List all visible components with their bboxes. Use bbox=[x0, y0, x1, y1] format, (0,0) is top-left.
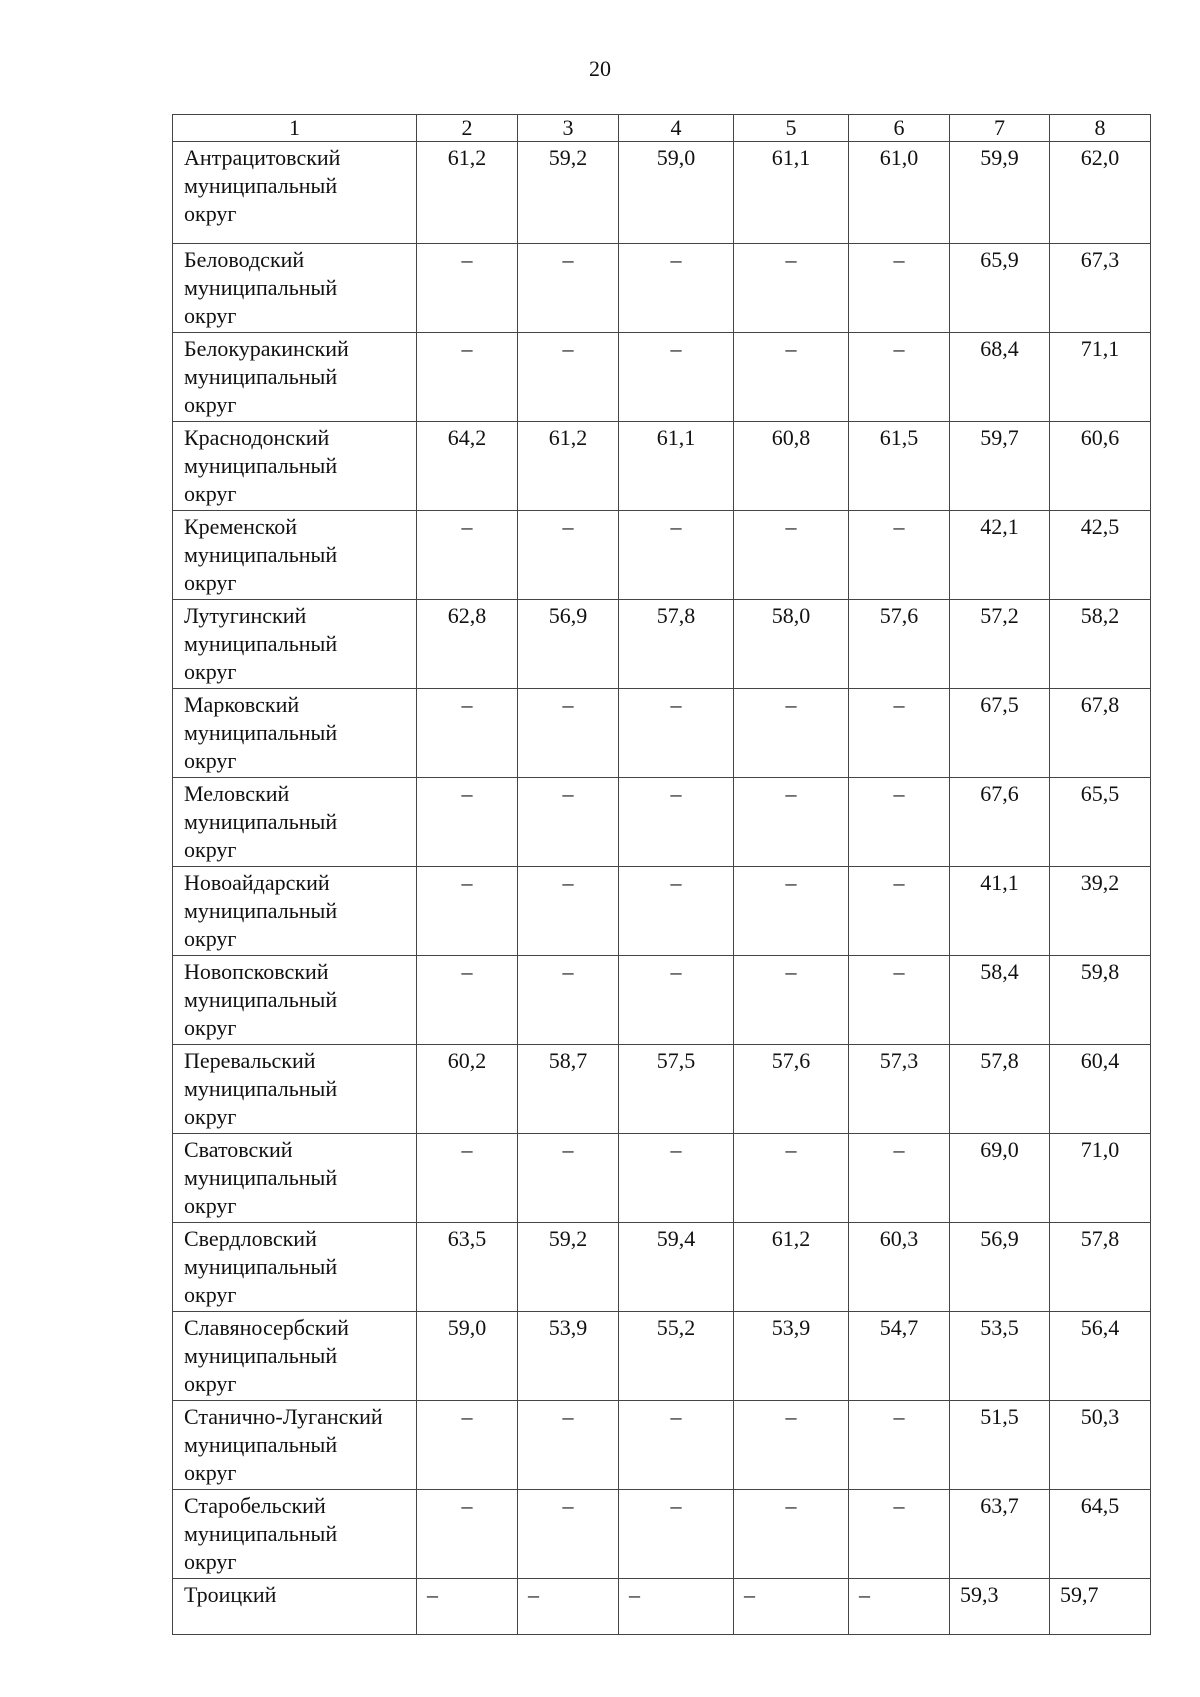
value-cell: 59,2 bbox=[518, 1223, 619, 1312]
header-row bbox=[173, 115, 1151, 142]
district-name-line: Белокуракинский bbox=[184, 336, 349, 361]
header-cell: 7 bbox=[950, 115, 1050, 142]
value-cell: – bbox=[518, 956, 619, 1045]
value-cell: – bbox=[417, 511, 518, 600]
value-cell: 61,2 bbox=[417, 142, 518, 244]
value-cell: 53,9 bbox=[734, 1312, 849, 1401]
value-cell: 60,6 bbox=[1050, 422, 1151, 511]
value-cell: – bbox=[518, 778, 619, 867]
district-name-line: округ bbox=[184, 926, 237, 951]
value-cell: 42,1 bbox=[950, 511, 1050, 600]
value-cell: – bbox=[417, 956, 518, 1045]
value-cell: – bbox=[734, 333, 849, 422]
district-name-line: муниципальный bbox=[184, 631, 338, 656]
value-cell: 63,5 bbox=[417, 1223, 518, 1312]
table-row bbox=[173, 511, 1151, 600]
data-table bbox=[172, 114, 1151, 1635]
table-row bbox=[173, 867, 1151, 956]
header-cell: 1 bbox=[173, 115, 417, 142]
value-cell: 53,5 bbox=[950, 1312, 1050, 1401]
district-name-cell bbox=[173, 422, 417, 511]
value-cell: 61,5 bbox=[849, 422, 950, 511]
district-name-cell bbox=[173, 142, 417, 244]
value-cell: – bbox=[417, 1579, 518, 1635]
value-cell: 59,0 bbox=[417, 1312, 518, 1401]
value-cell: 59,2 bbox=[518, 142, 619, 244]
table-row bbox=[173, 1579, 1151, 1635]
district-name-line: Старобельский bbox=[184, 1493, 326, 1518]
district-name-line: округ bbox=[184, 303, 237, 328]
value-cell: 57,8 bbox=[619, 600, 734, 689]
value-cell: 58,2 bbox=[1050, 600, 1151, 689]
value-cell: – bbox=[518, 333, 619, 422]
table-row bbox=[173, 1223, 1151, 1312]
district-name-line: муниципальный bbox=[184, 809, 338, 834]
district-name-line: муниципальный bbox=[184, 987, 338, 1012]
value-cell: – bbox=[417, 1401, 518, 1490]
value-cell: 64,2 bbox=[417, 422, 518, 511]
value-cell: – bbox=[734, 956, 849, 1045]
value-cell: – bbox=[734, 244, 849, 333]
district-name-cell bbox=[173, 1045, 417, 1134]
district-name-line: округ bbox=[184, 201, 237, 226]
value-cell: – bbox=[849, 333, 950, 422]
value-cell: 59,7 bbox=[950, 422, 1050, 511]
district-name-line: муниципальный bbox=[184, 720, 338, 745]
value-cell: – bbox=[619, 333, 734, 422]
value-cell: 59,8 bbox=[1050, 956, 1151, 1045]
district-name-line: округ bbox=[184, 1193, 237, 1218]
value-cell: – bbox=[849, 956, 950, 1045]
district-name-line: муниципальный bbox=[184, 1521, 338, 1546]
header-cell: 8 bbox=[1050, 115, 1151, 142]
table-row bbox=[173, 1401, 1151, 1490]
value-cell: 56,4 bbox=[1050, 1312, 1151, 1401]
value-cell: 58,4 bbox=[950, 956, 1050, 1045]
district-name-cell bbox=[173, 1490, 417, 1579]
district-name-cell bbox=[173, 956, 417, 1045]
value-cell: – bbox=[619, 689, 734, 778]
header-cell: 2 bbox=[417, 115, 518, 142]
district-name-line: округ bbox=[184, 1371, 237, 1396]
district-name-cell bbox=[173, 333, 417, 422]
district-name-line: муниципальный bbox=[184, 1076, 338, 1101]
value-cell: – bbox=[849, 867, 950, 956]
value-cell: 59,7 bbox=[1050, 1579, 1151, 1635]
value-cell: – bbox=[849, 1579, 950, 1635]
value-cell: – bbox=[619, 1134, 734, 1223]
value-cell: – bbox=[619, 244, 734, 333]
value-cell: 62,8 bbox=[417, 600, 518, 689]
district-name-line: муниципальный bbox=[184, 542, 338, 567]
value-cell: – bbox=[518, 867, 619, 956]
table-row bbox=[173, 689, 1151, 778]
value-cell: – bbox=[417, 1490, 518, 1579]
value-cell: 57,3 bbox=[849, 1045, 950, 1134]
district-name-line: Новопсковский bbox=[184, 959, 329, 984]
value-cell: – bbox=[518, 511, 619, 600]
district-name-line: округ bbox=[184, 748, 237, 773]
district-name-line: Кременской bbox=[184, 514, 298, 539]
value-cell: – bbox=[619, 511, 734, 600]
table-row bbox=[173, 956, 1151, 1045]
value-cell: – bbox=[849, 1134, 950, 1223]
value-cell: 58,7 bbox=[518, 1045, 619, 1134]
header-cell: 6 bbox=[849, 115, 950, 142]
value-cell: – bbox=[417, 244, 518, 333]
value-cell: – bbox=[417, 689, 518, 778]
value-cell: – bbox=[734, 778, 849, 867]
value-cell: 57,6 bbox=[734, 1045, 849, 1134]
value-cell: 61,0 bbox=[849, 142, 950, 244]
district-name-cell bbox=[173, 867, 417, 956]
value-cell: 57,8 bbox=[950, 1045, 1050, 1134]
value-cell: – bbox=[734, 1134, 849, 1223]
value-cell: 61,1 bbox=[619, 422, 734, 511]
value-cell: 67,5 bbox=[950, 689, 1050, 778]
value-cell: – bbox=[518, 689, 619, 778]
value-cell: 50,3 bbox=[1050, 1401, 1151, 1490]
district-name-cell bbox=[173, 600, 417, 689]
value-cell: – bbox=[518, 1490, 619, 1579]
value-cell: 71,0 bbox=[1050, 1134, 1151, 1223]
table-row bbox=[173, 142, 1151, 244]
value-cell: 51,5 bbox=[950, 1401, 1050, 1490]
district-name-cell bbox=[173, 1223, 417, 1312]
value-cell: – bbox=[619, 1490, 734, 1579]
district-name-line: муниципальный bbox=[184, 1165, 338, 1190]
value-cell: – bbox=[518, 244, 619, 333]
value-cell: 57,6 bbox=[849, 600, 950, 689]
district-name-line: Троицкий bbox=[184, 1582, 277, 1607]
district-name-line: округ bbox=[184, 659, 237, 684]
table-row bbox=[173, 1312, 1151, 1401]
district-name-line: Перевальский bbox=[184, 1048, 316, 1073]
district-name-line: Антрацитовский bbox=[184, 145, 341, 170]
district-name-cell bbox=[173, 1401, 417, 1490]
value-cell: – bbox=[417, 1134, 518, 1223]
value-cell: 57,8 bbox=[1050, 1223, 1151, 1312]
district-name-line: округ bbox=[184, 1282, 237, 1307]
district-name-line: Лутугинский bbox=[184, 603, 307, 628]
value-cell: 60,4 bbox=[1050, 1045, 1151, 1134]
value-cell: – bbox=[518, 1401, 619, 1490]
value-cell: – bbox=[619, 1579, 734, 1635]
value-cell: 42,5 bbox=[1050, 511, 1151, 600]
district-name-line: округ bbox=[184, 1549, 237, 1574]
table-row bbox=[173, 422, 1151, 511]
value-cell: – bbox=[849, 1490, 950, 1579]
district-name-line: муниципальный bbox=[184, 453, 338, 478]
table-row bbox=[173, 1134, 1151, 1223]
value-cell: – bbox=[518, 1579, 619, 1635]
header-cell: 4 bbox=[619, 115, 734, 142]
district-name-line: муниципальный bbox=[184, 173, 338, 198]
value-cell: – bbox=[619, 778, 734, 867]
value-cell: 60,2 bbox=[417, 1045, 518, 1134]
value-cell: – bbox=[849, 778, 950, 867]
value-cell: 61,2 bbox=[518, 422, 619, 511]
value-cell: 67,6 bbox=[950, 778, 1050, 867]
value-cell: 39,2 bbox=[1050, 867, 1151, 956]
page-number: 20 bbox=[589, 56, 611, 81]
value-cell: 56,9 bbox=[950, 1223, 1050, 1312]
value-cell: – bbox=[417, 867, 518, 956]
value-cell: – bbox=[619, 1401, 734, 1490]
district-name-line: округ bbox=[184, 1104, 237, 1129]
value-cell: 67,3 bbox=[1050, 244, 1151, 333]
value-cell: 62,0 bbox=[1050, 142, 1151, 244]
district-name-line: Станично-Луганский bbox=[184, 1404, 383, 1429]
value-cell: – bbox=[417, 778, 518, 867]
district-name-line: Меловский bbox=[184, 781, 290, 806]
value-cell: 53,9 bbox=[518, 1312, 619, 1401]
value-cell: 60,3 bbox=[849, 1223, 950, 1312]
table-row bbox=[173, 1045, 1151, 1134]
value-cell: 59,3 bbox=[950, 1579, 1050, 1635]
value-cell: 54,7 bbox=[849, 1312, 950, 1401]
district-name-line: округ bbox=[184, 1460, 237, 1485]
value-cell: – bbox=[734, 689, 849, 778]
value-cell: 63,7 bbox=[950, 1490, 1050, 1579]
value-cell: – bbox=[417, 333, 518, 422]
value-cell: 59,4 bbox=[619, 1223, 734, 1312]
district-name-line: округ bbox=[184, 570, 237, 595]
value-cell: 55,2 bbox=[619, 1312, 734, 1401]
district-name-line: муниципальный bbox=[184, 1254, 338, 1279]
district-name-line: округ bbox=[184, 481, 237, 506]
value-cell: 59,0 bbox=[619, 142, 734, 244]
value-cell: 57,2 bbox=[950, 600, 1050, 689]
district-name-line: округ bbox=[184, 1015, 237, 1040]
header-cell: 5 bbox=[734, 115, 849, 142]
district-name-line: муниципальный bbox=[184, 275, 338, 300]
table-row bbox=[173, 244, 1151, 333]
value-cell: – bbox=[734, 1490, 849, 1579]
header-cell: 3 bbox=[518, 115, 619, 142]
table-row bbox=[173, 600, 1151, 689]
district-name-line: Свердловский bbox=[184, 1226, 317, 1251]
value-cell: 65,9 bbox=[950, 244, 1050, 333]
value-cell: 69,0 bbox=[950, 1134, 1050, 1223]
value-cell: – bbox=[619, 956, 734, 1045]
value-cell: – bbox=[734, 1579, 849, 1635]
value-cell: – bbox=[849, 1401, 950, 1490]
district-name-cell bbox=[173, 689, 417, 778]
value-cell: – bbox=[734, 1401, 849, 1490]
district-name-line: Марковский bbox=[184, 692, 300, 717]
value-cell: 59,9 bbox=[950, 142, 1050, 244]
district-name-cell bbox=[173, 778, 417, 867]
value-cell: – bbox=[849, 244, 950, 333]
value-cell: – bbox=[734, 867, 849, 956]
value-cell: 68,4 bbox=[950, 333, 1050, 422]
value-cell: 41,1 bbox=[950, 867, 1050, 956]
district-name-line: Сватовский bbox=[184, 1137, 293, 1162]
value-cell: – bbox=[734, 511, 849, 600]
value-cell: – bbox=[619, 867, 734, 956]
district-name-line: муниципальный bbox=[184, 364, 338, 389]
value-cell: 61,2 bbox=[734, 1223, 849, 1312]
value-cell: 71,1 bbox=[1050, 333, 1151, 422]
value-cell: 58,0 bbox=[734, 600, 849, 689]
value-cell: 64,5 bbox=[1050, 1490, 1151, 1579]
district-name-cell bbox=[173, 511, 417, 600]
value-cell: 61,1 bbox=[734, 142, 849, 244]
value-cell: 67,8 bbox=[1050, 689, 1151, 778]
value-cell: – bbox=[849, 689, 950, 778]
district-name-line: округ bbox=[184, 837, 237, 862]
district-name-line: Беловодский bbox=[184, 247, 305, 272]
district-name-line: муниципальный bbox=[184, 898, 338, 923]
value-cell: 57,5 bbox=[619, 1045, 734, 1134]
district-name-line: округ bbox=[184, 392, 237, 417]
table-row bbox=[173, 1490, 1151, 1579]
value-cell: – bbox=[849, 511, 950, 600]
district-name-line: муниципальный bbox=[184, 1343, 338, 1368]
district-name-cell bbox=[173, 244, 417, 333]
district-name-line: Новоайдарский bbox=[184, 870, 330, 895]
table-row bbox=[173, 778, 1151, 867]
value-cell: 60,8 bbox=[734, 422, 849, 511]
value-cell: – bbox=[518, 1134, 619, 1223]
district-name-cell bbox=[173, 1134, 417, 1223]
district-name-cell bbox=[173, 1579, 417, 1635]
table-body bbox=[173, 115, 1151, 1635]
district-name-line: муниципальный bbox=[184, 1432, 338, 1457]
value-cell: 56,9 bbox=[518, 600, 619, 689]
value-cell: 65,5 bbox=[1050, 778, 1151, 867]
district-name-line: Краснодонский bbox=[184, 425, 330, 450]
table-row bbox=[173, 333, 1151, 422]
district-name-line: Славяносербский bbox=[184, 1315, 349, 1340]
district-name-cell bbox=[173, 1312, 417, 1401]
